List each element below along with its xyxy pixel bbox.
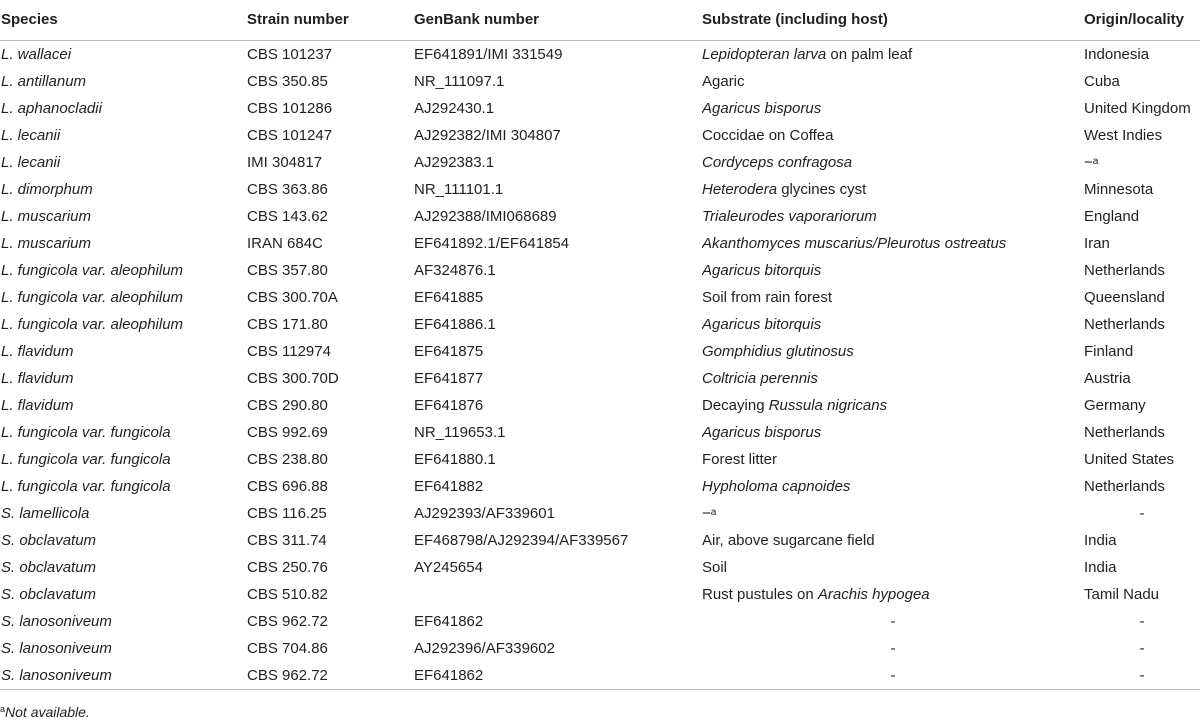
- cell-species: [0, 365, 247, 392]
- cell-genbank-number: EF641885: [414, 289, 484, 306]
- table-body: [0, 41, 1200, 690]
- cell-strain-number: CBS 363.86: [247, 181, 328, 198]
- cell-genbank-number: EF641875: [414, 343, 484, 360]
- cell-genbank-number: AJ292393/AF339601: [414, 505, 555, 522]
- table-row: [0, 662, 1200, 690]
- substrate-text: Cordyceps confragosa: [702, 154, 853, 171]
- cell-strain-number: CBS 350.85: [247, 73, 328, 90]
- table-row: [0, 176, 1200, 203]
- species-name: L. antillanum: [1, 73, 87, 90]
- substrate-text: Akanthomyces muscarius/Pleurotus ostreatus: [702, 235, 1007, 252]
- cell-species: [0, 554, 247, 581]
- cell-strain-number: CBS 238.80: [247, 451, 328, 468]
- cell-substrate: [702, 95, 1084, 122]
- cell-origin-locality: India: [1084, 532, 1117, 549]
- cell-genbank-number: [414, 581, 702, 608]
- cell-substrate: [702, 581, 1084, 608]
- cell-strain-number: CBS 962.72: [247, 613, 328, 630]
- cell-origin-locality: Finland: [1084, 343, 1134, 360]
- cell-substrate: [702, 122, 1084, 149]
- cell-genbank-number: EF641862: [414, 613, 484, 630]
- cell-strain-number: CBS 101247: [247, 127, 333, 144]
- cell-strain-number: CBS 300.70A: [247, 289, 338, 306]
- cell-genbank-number: EF641886.1: [414, 316, 496, 333]
- table-row: [0, 68, 1200, 95]
- cell-origin-locality: United States: [1084, 451, 1175, 468]
- cell-genbank-number: NR_111101.1: [414, 181, 504, 198]
- species-name: S. obclavatum: [1, 532, 97, 549]
- cell-strain-number: CBS 300.70D: [247, 370, 339, 387]
- species-name: L. lecanii: [1, 127, 61, 144]
- species-name: L. lecanii: [1, 154, 61, 171]
- species-name: L. fungicola var. fungicola: [1, 451, 171, 468]
- table-row: [0, 608, 1200, 635]
- header-strain-number: Strain number: [247, 0, 414, 41]
- cell-substrate: [702, 527, 1084, 554]
- cell-species: [0, 311, 247, 338]
- cell-species: [0, 68, 247, 95]
- cell-species: [0, 257, 247, 284]
- substrate-text: -: [890, 613, 896, 630]
- species-name: L. aphanocladii: [1, 100, 102, 117]
- cell-genbank-number: AJ292430.1: [414, 100, 495, 117]
- cell-substrate: [702, 554, 1084, 581]
- species-name: S. lamellicola: [1, 505, 90, 522]
- cell-strain-number: CBS 143.62: [247, 208, 328, 225]
- species-name: L. flavidum: [1, 370, 74, 387]
- cell-origin-locality: England: [1084, 208, 1140, 225]
- cell-substrate: [702, 41, 1084, 69]
- cell-substrate: [702, 311, 1084, 338]
- cell-origin-locality: Queensland: [1084, 289, 1165, 306]
- cell-substrate: [702, 608, 1084, 635]
- table-row: [0, 95, 1200, 122]
- cell-species: [0, 446, 247, 473]
- cell-species: [0, 95, 247, 122]
- header-substrate: Substrate (including host): [702, 0, 1084, 41]
- cell-genbank-number: EF641877: [414, 370, 484, 387]
- substrate-text: Coccidae on Coffea: [702, 127, 834, 144]
- table-row: [0, 446, 1200, 473]
- cell-origin-locality: India: [1084, 559, 1117, 576]
- cell-substrate: [702, 338, 1084, 365]
- cell-species: [0, 635, 247, 662]
- cell-species: [0, 149, 247, 176]
- substrate-text: Forest litter: [702, 451, 778, 468]
- substrate-text: Agaricus bitorquis: [702, 262, 822, 279]
- cell-genbank-number: EF641880.1: [414, 451, 496, 468]
- table-row: [0, 230, 1200, 257]
- substrate-text: Decaying: [702, 397, 769, 414]
- substrate-text: on palm leaf: [826, 46, 913, 63]
- footnote-text: Not available.: [5, 704, 90, 720]
- table-row: [0, 365, 1200, 392]
- table-row: [0, 41, 1200, 69]
- cell-substrate: [702, 230, 1084, 257]
- cell-substrate: [702, 257, 1084, 284]
- cell-origin-locality: Netherlands: [1084, 262, 1165, 279]
- cell-origin-locality: Minnesota: [1084, 181, 1154, 198]
- cell-genbank-number: AJ292396/AF339602: [414, 640, 555, 657]
- cell-origin-locality: -: [1139, 640, 1145, 657]
- substrate-text: Trialeurodes vaporariorum: [702, 208, 877, 225]
- cell-species: [0, 230, 247, 257]
- cell-strain-number: CBS 101286: [247, 100, 333, 117]
- cell-substrate: [702, 365, 1084, 392]
- table-row: [0, 527, 1200, 554]
- cell-strain-number: IMI 304817: [247, 154, 323, 171]
- substrate-text: Agaricus bisporus: [702, 100, 822, 117]
- cell-strain-number: CBS 704.86: [247, 640, 328, 657]
- cell-strain-number: CBS 250.76: [247, 559, 328, 576]
- cell-genbank-number: EF468798/AJ292394/AF339567: [414, 532, 629, 549]
- cell-origin-locality: Indonesia: [1084, 46, 1150, 63]
- cell-species: [0, 338, 247, 365]
- header-origin-locality: Origin/locality: [1084, 0, 1200, 41]
- cell-origin-locality: West Indies: [1084, 127, 1163, 144]
- table-header-row: [0, 0, 1200, 41]
- cell-strain-number: CBS 357.80: [247, 262, 328, 279]
- substrate-text: Gomphidius glutinosus: [702, 343, 854, 360]
- table-row: [0, 392, 1200, 419]
- cell-substrate: [702, 419, 1084, 446]
- cell-origin-locality: Iran: [1084, 235, 1110, 252]
- table-row: [0, 635, 1200, 662]
- cell-species: [0, 473, 247, 500]
- species-name: L. muscarium: [1, 208, 92, 225]
- cell-species: [0, 203, 247, 230]
- cell-genbank-number: AJ292383.1: [414, 154, 495, 171]
- cell-species: [0, 122, 247, 149]
- cell-origin-locality: Netherlands: [1084, 478, 1165, 495]
- cell-substrate: [702, 662, 1084, 690]
- cell-strain-number: CBS 992.69: [247, 424, 328, 441]
- cell-strain-number: CBS 171.80: [247, 316, 328, 333]
- cell-strain-number: CBS 116.25: [247, 505, 327, 522]
- table-row: [0, 500, 1200, 527]
- cell-genbank-number: NR_111097.1: [414, 73, 505, 90]
- cell-origin-locality: −$^a$: [1084, 154, 1099, 171]
- cell-species: [0, 284, 247, 311]
- cell-genbank-number: AF324876.1: [414, 262, 496, 279]
- cell-species: [0, 392, 247, 419]
- substrate-text: Soil from rain forest: [702, 289, 833, 306]
- cell-strain-number: CBS 101237: [247, 46, 333, 63]
- table-row: [0, 311, 1200, 338]
- cell-genbank-number: EF641882: [414, 478, 484, 495]
- footnote-marker: a: [0, 704, 6, 714]
- species-name: L. dimorphum: [1, 181, 93, 198]
- cell-genbank-number: EF641862: [414, 662, 702, 690]
- cell-species: [0, 41, 247, 69]
- substrate-text: Coltricia perennis: [702, 370, 818, 387]
- cell-strain-number: CBS 696.88: [247, 478, 328, 495]
- cell-origin-locality: -: [1139, 505, 1145, 522]
- species-name: L. fungicola var. aleophilum: [1, 316, 184, 333]
- substrate-text: Rust pustules on: [702, 586, 818, 603]
- cell-substrate: [702, 284, 1084, 311]
- species-name: L. wallacei: [1, 46, 72, 63]
- cell-origin-locality: United Kingdom: [1084, 100, 1191, 117]
- table-row: [0, 149, 1200, 176]
- cell-origin-locality: Germany: [1084, 397, 1146, 414]
- cell-strain-number: CBS 311.74: [247, 532, 327, 549]
- cell-strain-number: CBS 290.80: [247, 397, 328, 414]
- header-genbank-number: GenBank number: [414, 0, 702, 41]
- species-name: L. fungicola var. fungicola: [1, 478, 171, 495]
- cell-genbank-number: EF641876: [414, 397, 484, 414]
- substrate-text: Agaricus bisporus: [702, 424, 822, 441]
- cell-genbank-number: AJ292382/IMI 304807: [414, 127, 561, 144]
- species-name: L. fungicola var. fungicola: [1, 424, 171, 441]
- substrate-text: Soil: [702, 559, 728, 576]
- species-name: S. lanosoniveum: [1, 613, 112, 630]
- cell-substrate: [702, 68, 1084, 95]
- table-row: [0, 203, 1200, 230]
- substrate-text: Agaric: [702, 73, 745, 90]
- substrate-text: glycines cyst: [777, 181, 867, 198]
- table-row: [0, 257, 1200, 284]
- cell-origin-locality: Cuba: [1084, 73, 1120, 90]
- table-row: [0, 419, 1200, 446]
- cell-origin-locality: -: [1084, 662, 1200, 690]
- species-name: L. flavidum: [1, 397, 74, 414]
- substrate-text: −$^a$: [702, 505, 717, 522]
- cell-origin-locality: Tamil Nadu: [1084, 586, 1160, 603]
- species-name: L. muscarium: [1, 235, 92, 252]
- cell-species: [0, 176, 247, 203]
- substrate-text: -: [890, 640, 896, 657]
- substrate-text: Heterodera: [702, 181, 778, 198]
- substrate-text: Russula nigricans: [768, 397, 888, 414]
- cell-substrate: [702, 473, 1084, 500]
- cell-strain-number: IRAN 684C: [247, 235, 323, 252]
- cell-species: [0, 527, 247, 554]
- species-name: S. lanosoniveum: [1, 640, 112, 657]
- table-row: [0, 284, 1200, 311]
- cell-strain-number: CBS 112974: [247, 343, 331, 360]
- cell-strain-number: CBS 962.72: [247, 662, 414, 690]
- species-name: S. lanosoniveum: [1, 667, 112, 684]
- cell-species: [0, 581, 247, 608]
- cell-substrate: [702, 176, 1084, 203]
- table-row: [0, 581, 1200, 608]
- cell-genbank-number: NR_119653.1: [414, 424, 506, 441]
- table-row: [0, 122, 1200, 149]
- cell-species: [0, 608, 247, 635]
- cell-substrate: [702, 149, 1084, 176]
- cell-species: [0, 419, 247, 446]
- table-footnote: [0, 704, 90, 720]
- cell-substrate: [702, 203, 1084, 230]
- table-row: [0, 473, 1200, 500]
- cell-genbank-number: EF641892.1/EF641854: [414, 235, 570, 252]
- header-species: Species: [0, 0, 247, 41]
- cell-origin-locality: Austria: [1084, 370, 1131, 387]
- species-name: L. fungicola var. aleophilum: [1, 262, 184, 279]
- substrate-text: Lepidopteran larva: [702, 46, 827, 63]
- cell-origin-locality: -: [1139, 613, 1145, 630]
- species-name: S. obclavatum: [1, 559, 97, 576]
- cell-species: [0, 662, 247, 690]
- species-name: L. fungicola var. aleophilum: [1, 289, 184, 306]
- table-row: [0, 554, 1200, 581]
- cell-substrate: [702, 500, 1084, 527]
- species-name: L. flavidum: [1, 343, 74, 360]
- substrate-text: Agaricus bitorquis: [702, 316, 822, 333]
- cell-substrate: [702, 446, 1084, 473]
- table-row: [0, 338, 1200, 365]
- cell-species: [0, 500, 247, 527]
- cell-genbank-number: AJ292388/IMI068689: [414, 208, 557, 225]
- cell-genbank-number: EF641891/IMI 331549: [414, 46, 563, 63]
- species-name: S. obclavatum: [1, 586, 97, 603]
- cell-strain-number: CBS 510.82: [247, 586, 328, 603]
- substrate-text: Hypholoma capnoides: [702, 478, 851, 495]
- substrate-text: -: [890, 667, 896, 684]
- cell-origin-locality: Netherlands: [1084, 316, 1165, 333]
- cell-origin-locality: Netherlands: [1084, 424, 1165, 441]
- substrate-text: Air, above sugarcane field: [702, 532, 875, 549]
- cell-genbank-number: AY245654: [414, 559, 483, 576]
- cell-substrate: [702, 635, 1084, 662]
- substrate-text: Arachis hypogea: [817, 586, 930, 603]
- cell-substrate: [702, 392, 1084, 419]
